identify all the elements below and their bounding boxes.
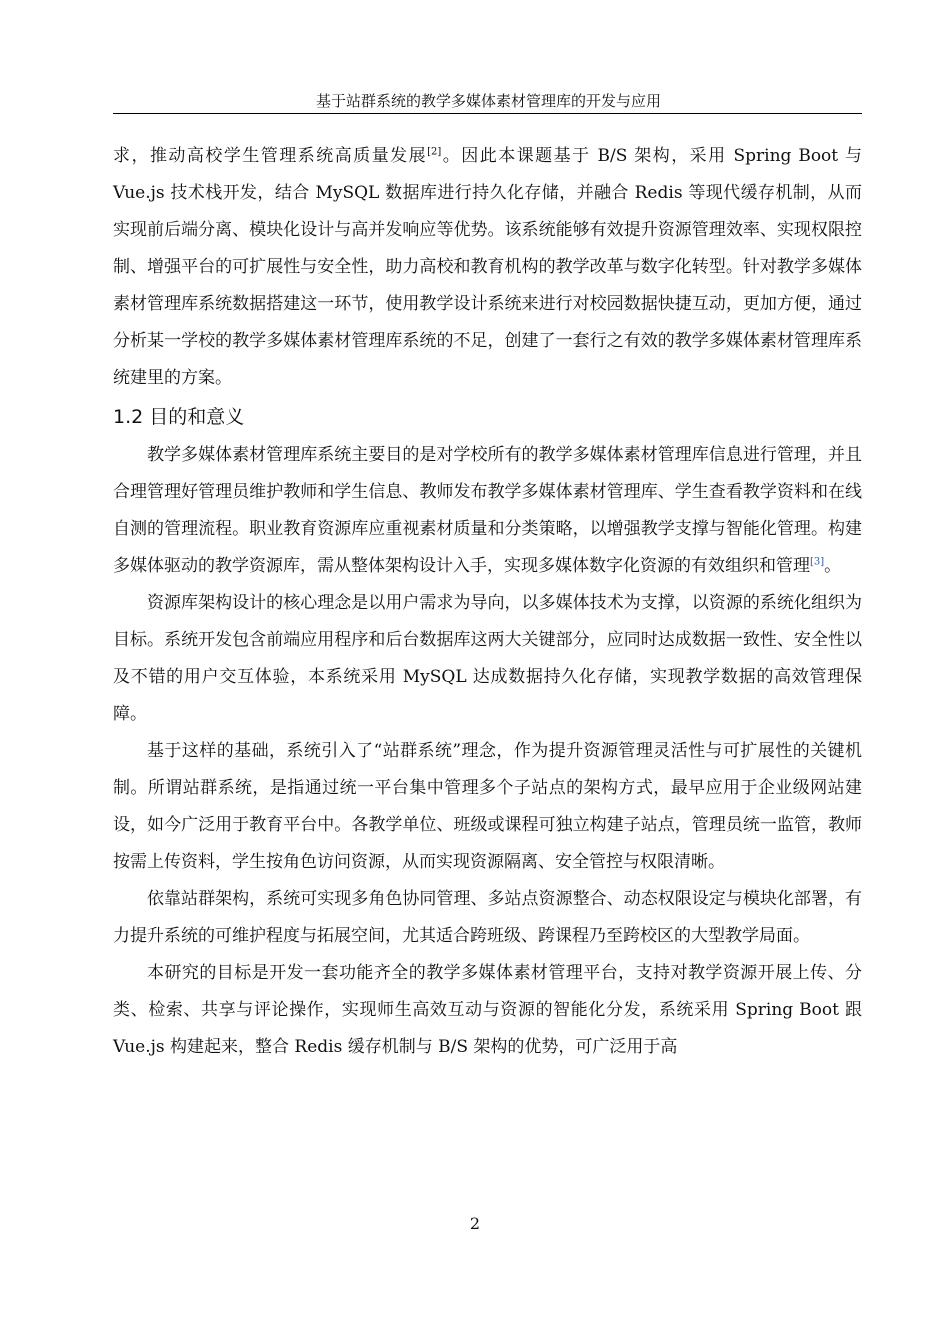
- citation-2: [2]: [427, 146, 442, 158]
- paragraph-purpose: [113, 437, 862, 585]
- paragraph-intro: [113, 138, 862, 397]
- paragraph-purpose-end: 。: [824, 556, 842, 576]
- paragraph-purpose-text: 教学多媒体素材管理库系统主要目的是对学校所有的教学多媒体素材管理库信息进行管理，并且合理管理好管理员维护教师和学生信息、教师发布教学多媒体素材管理库、学生查看教学资料和在线自测的管理流程。职业教育资源库应重视素材质量和分类策略，以增强教学支撑与智能化管理。构建多媒体驱动的教学资源库，需从整体架构设计入手，实现多媒体数字化资源的有效组织和管理: [113, 445, 862, 576]
- header-rule: [113, 113, 862, 114]
- paragraph-architecture: 资源库架构设计的核心理念是以用户需求为导向，以多媒体技术为支撑，以资源的系统化组织为目标。系统开发包含前端应用程序和后台数据库这两大关键部分，应同时达成数据一致性、安全性以及不错的用户交互体验，本系统采用 MySQL 达成数据持久化存储，实现教学数据的高效管理保障。: [113, 593, 862, 724]
- running-header: 基于站群系统的教学多媒体素材管理库的开发与应用: [315, 92, 661, 110]
- paragraph-site-group: 基于这样的基础，系统引入了“站群系统”理念，作为提升资源管理灵活性与可扩展性的关键机制。所谓站群系统，是指通过统一平台集中管理多个子站点的架构方式，最早应用于企业级网站建设，如今广泛用于教育平台中。各教学单位、班级或课程可独立构建子站点，管理员统一监管，教师按需上传资料，学生按角色访问资源，从而实现资源隔离、安全管控与权限清晰。: [113, 741, 862, 872]
- citation-3-link[interactable]: [3]: [810, 556, 825, 568]
- paragraph-intro-rest: 。因此本课题基于 B/S 架构，采用 Spring Boot 与 Vue.js 技术栈开发，结合 MySQL 数据库进行持久化存储，并融合 Redis 等现代缓存机制，从而实现前后端分离、模块化设计与高并发响应等优势。该系统能够有效提升资源管理效率、实现权限控制、增强平台的可扩展性与安全性，助力高校和教育机构的教学改革与数字化转型。针对教学多媒体素材管理库系统数据搭建这一环节，使用教学设计系统来进行对校园数据快捷互动，更加方便，通过分析某一学校的教学多媒体素材管理库系统的不足，创建了一套行之有效的教学多媒体素材管理库系统建里的方案。: [113, 146, 863, 388]
- page-number: 2: [469, 1214, 481, 1233]
- section-heading: 1.2 目的和意义: [113, 406, 245, 428]
- body-text: [113, 138, 862, 1066]
- paragraph-intro-text: 求，推动高校学生管理系统高质量发展: [113, 146, 428, 166]
- paragraph-multi-role: 依靠站群架构，系统可实现多角色协同管理、多站点资源整合、动态权限设定与模块化部署，有力提升系统的可维护程度与拓展空间，尤其适合跨班级、跨课程乃至跨校区的大型教学局面。: [113, 889, 862, 946]
- paragraph-research-goal: 本研究的目标是开发一套功能齐全的教学多媒体素材管理平台，支持对教学资源开展上传、分类、检索、共享与评论操作，实现师生高效互动与资源的智能化分发，系统采用 Spring Boot 跟 Vue.js 构建起来，整合 Redis 缓存机制与 B/S 架构的优势，可广泛用于高: [113, 963, 862, 1057]
